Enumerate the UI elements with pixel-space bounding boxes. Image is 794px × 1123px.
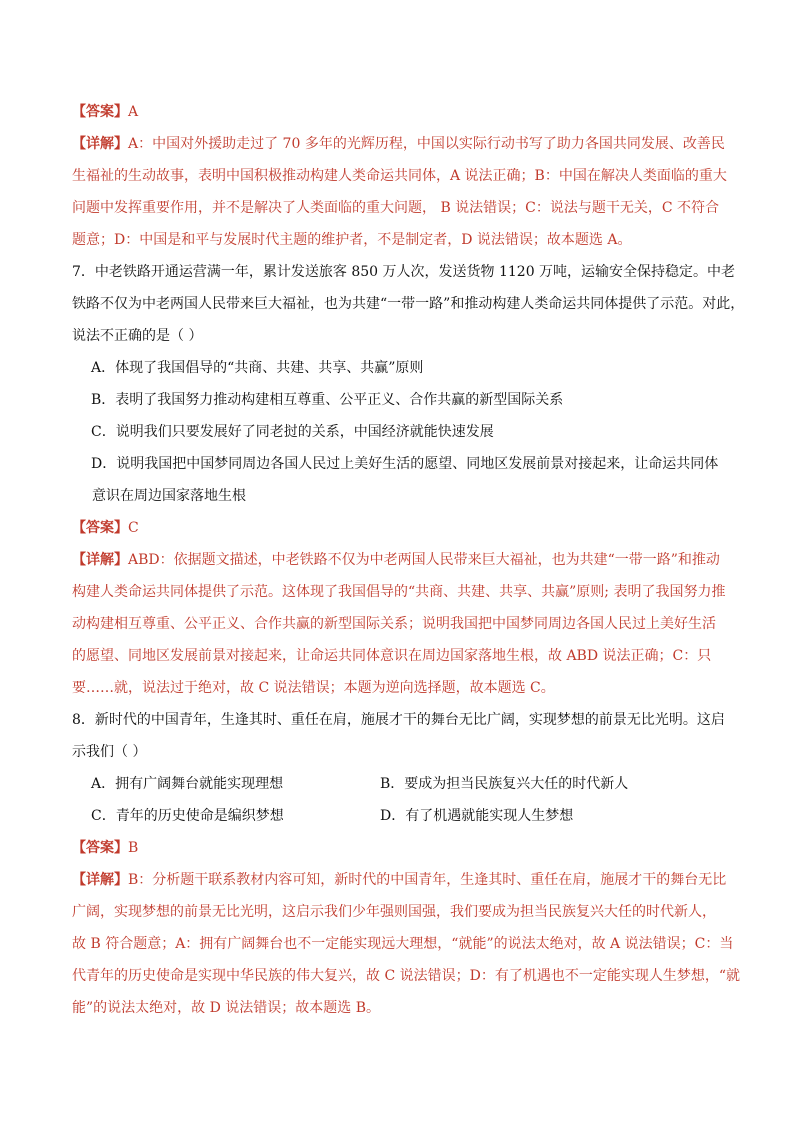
options-row (72, 768, 724, 800)
detail-line (72, 128, 724, 160)
answer-line (72, 832, 724, 864)
question-stem-line: 8．新时代的中国青年，生逢其时、重任在肩，施展才干的舞台无比广阔，实现梦想的前景无比光明。这启 (72, 712, 725, 728)
detail-line (72, 544, 724, 576)
document-content (72, 96, 745, 1024)
detail-line: 动构建相互尊重、公平正义、合作共赢的新型国际关系；说明我国把中国梦同周边各国人民过上美好生活 (72, 616, 716, 632)
detail-text: B：分析题干联系教材内容可知，新时代的中国青年，生逢其时、重任在肩，施展才干的舞台无比 (128, 872, 727, 888)
question-stem-line: 铁路不仅为中老两国人民带来巨大福祉，也为共建“一带一路”和推动构建人类命运共同体提供了示范。对此， (72, 296, 745, 312)
option-c: C．说明我们只要发展好了同老挝的关系，中国经济就能快速发展 (91, 424, 494, 440)
answer-tag: 【答案】 (72, 104, 128, 120)
option-c: C．青年的历史使命是编织梦想 (91, 808, 284, 824)
option-a: A．拥有广阔舞台就能实现理想 (91, 776, 284, 792)
option-d: D．有了机遇就能实现人生梦想 (380, 808, 574, 824)
detail-line: 构建人类命运共同体提供了示范。这体现了我国倡导的“共商、共建、共享、共赢”原则; 表明了我国努力推 (72, 584, 726, 600)
detail-line: 广阔，实现梦想的前景无比光明，这启示我们少年强则国强，我们要成为担当民族复兴大任的时代新人， (72, 904, 716, 920)
option-d-continuation: 意识在周边国家落地生根 (92, 488, 246, 504)
answer-tag: 【答案】 (72, 840, 128, 856)
answer-line (72, 512, 724, 544)
detail-line: 生福祉的生动故事，表明中国积极推动构建人类命运共同体，A 说法正确；B：中国在解决人类面临的重大 (72, 168, 727, 184)
detail-line (72, 864, 727, 896)
detail-tag: 【详解】 (72, 552, 128, 568)
answer-value: A (128, 104, 139, 120)
answer-tag: 【答案】 (72, 520, 128, 536)
option-b: B．要成为担当民族复兴大任的时代新人 (380, 776, 629, 792)
detail-line: 要……就，说法过于绝对，故 C 说法错误；本题为逆向选择题，故本题选 C。 (72, 680, 555, 696)
answer-value: B (128, 840, 139, 856)
option-a: A．体现了我国倡导的“共商、共建、共享、共赢”原则 (91, 360, 424, 376)
question-stem-line: 示我们（ ） (72, 744, 147, 760)
detail-text: A：中国对外援助走过了 70 多年的光辉历程，中国以实际行动书写了助力各国共同发展、改善民 (128, 136, 725, 152)
options-row (72, 800, 724, 832)
detail-line: 的愿望、同地区发展前景对接起来，让命运共同体意识在周边国家落地生根，故 ABD 说法正确；C：只 (72, 648, 712, 664)
question-stem-line: 7．中老铁路开通运营满一年，累计发送旅客 850 万人次，发送货物 1120 万吨，运输安全保持稳定。中老 (72, 264, 736, 280)
answer-value: C (128, 520, 139, 536)
detail-tag: 【详解】 (72, 872, 128, 888)
option-b: B．表明了我国努力推动构建相互尊重、公平正义、合作共赢的新型国际关系 (91, 392, 564, 408)
detail-text: ABD：依据题文描述，中老铁路不仅为中老两国人民带来巨大福祉，也为共建“一带一路”和推动 (128, 552, 720, 568)
answer-line (72, 96, 724, 128)
question-stem-line: 说法不正确的是（ ） (72, 328, 203, 344)
detail-line: 问题中发挥重要作用，并不是解决了人类面临的重大问题， B 说法错误；C：说法与题干无关，C 不符合 (72, 200, 720, 216)
detail-line: 故 B 符合题意；A：拥有广阔舞台也不一定能实现远大理想，“就能”的说法太绝对，故 A 说法错误；C：当 (72, 936, 734, 952)
detail-line: 题意；D：中国是和平与发展时代主题的维护者，不是制定者，D 说法错误；故本题选 A。 (72, 232, 632, 248)
detail-line: 能”的说法太绝对，故 D 说法错误；故本题选 B。 (72, 1000, 381, 1016)
detail-tag: 【详解】 (72, 136, 128, 152)
detail-line: 代青年的历史使命是实现中华民族的伟大复兴，故 C 说法错误；D：有了机遇也不一定能实现人生梦想，“就 (72, 968, 740, 984)
option-d: D．说明我国把中国梦同周边各国人民过上美好生活的愿望、同地区发展前景对接起来，让命运共同体 (91, 456, 719, 472)
